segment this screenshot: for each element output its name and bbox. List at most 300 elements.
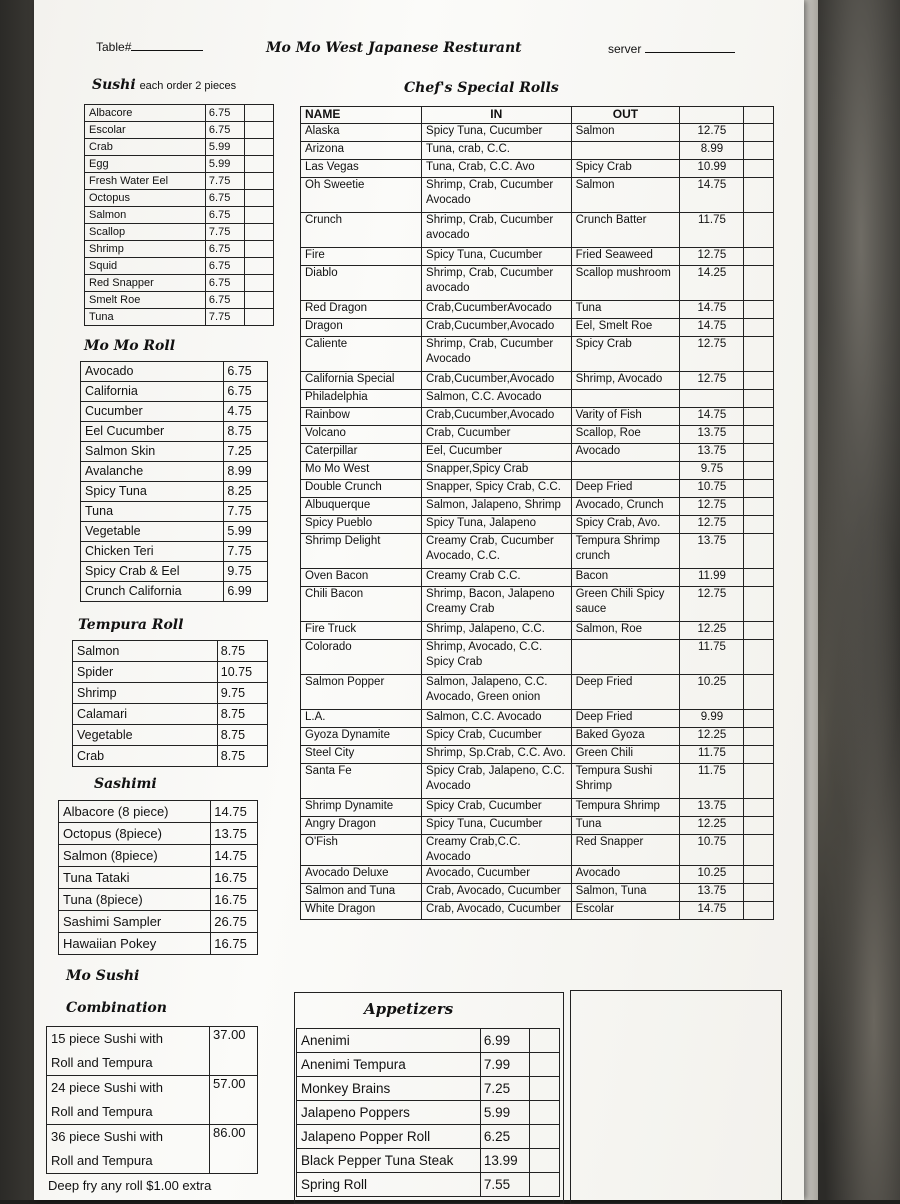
- special-price: 10.75: [680, 480, 744, 498]
- special-out: Tempura Shrimp: [571, 799, 680, 817]
- special-price: 12.75: [680, 498, 744, 516]
- combination-price: 37.00: [210, 1027, 258, 1076]
- combination-desc: [47, 1125, 210, 1174]
- special-name: Volcano: [301, 426, 422, 444]
- blank-cell: [244, 190, 273, 207]
- item-name: Jalapeno Popper Roll: [297, 1125, 481, 1149]
- menu-row: [85, 275, 274, 292]
- blank-cell: [744, 266, 774, 301]
- item-name: Egg: [85, 156, 206, 173]
- item-name: Vegetable: [81, 522, 224, 542]
- special-price: 12.25: [680, 622, 744, 640]
- blank-cell: [744, 248, 774, 266]
- item-name: Cucumber: [81, 402, 224, 422]
- combination-line2: Roll and Tempura: [51, 1104, 153, 1119]
- special-out: Salmon, Tuna: [571, 884, 680, 902]
- item-price: 6.75: [224, 382, 268, 402]
- special-out: Avocado, Crunch: [571, 498, 680, 516]
- special-row: [301, 178, 774, 213]
- special-out: Tuna: [571, 817, 680, 835]
- special-out: Green Chili: [571, 746, 680, 764]
- special-in: Shrimp, Bacon, Jalapeno Creamy Crab: [422, 587, 572, 622]
- item-price: 6.75: [224, 362, 268, 382]
- menu-row: [59, 801, 258, 823]
- item-price: 7.75: [224, 542, 268, 562]
- item-name: Spider: [73, 662, 218, 683]
- item-name: Eel Cucumber: [81, 422, 224, 442]
- blank-cell: [744, 884, 774, 902]
- special-out: Escolar: [571, 902, 680, 920]
- item-price: 6.75: [205, 122, 244, 139]
- blank-cell: [744, 444, 774, 462]
- item-name: Tuna: [85, 309, 206, 326]
- special-out: Fried Seaweed: [571, 248, 680, 266]
- special-row: [301, 444, 774, 462]
- menu-row: [73, 662, 268, 683]
- item-price: 8.75: [224, 422, 268, 442]
- item-name: Spicy Tuna: [81, 482, 224, 502]
- momo-roll-table: [80, 361, 268, 602]
- item-name: Crunch California: [81, 582, 224, 602]
- special-in: Crab, Avocado, Cucumber: [422, 902, 572, 920]
- blank-cell: [244, 122, 273, 139]
- special-row: [301, 587, 774, 622]
- menu-row: [85, 105, 274, 122]
- special-price: [680, 390, 744, 408]
- special-name: Arizona: [301, 142, 422, 160]
- item-name: California: [81, 382, 224, 402]
- blank-cell: [530, 1053, 560, 1077]
- special-name: Diablo: [301, 266, 422, 301]
- table-number-field: [96, 40, 203, 54]
- blank-cell: [744, 622, 774, 640]
- menu-row: [85, 309, 274, 326]
- special-row: [301, 266, 774, 301]
- special-name: Avocado Deluxe: [301, 866, 422, 884]
- combination-row: [47, 1125, 258, 1174]
- sushi-title: Sushi: [92, 77, 136, 93]
- combination-price: 86.00: [210, 1125, 258, 1174]
- special-out: Salmon, Roe: [571, 622, 680, 640]
- special-out: Spicy Crab: [571, 160, 680, 178]
- special-out: Salmon: [571, 124, 680, 142]
- special-in: Shrimp, Crab, Cucumber avocado: [422, 266, 572, 301]
- special-row: [301, 390, 774, 408]
- menu-row: [59, 867, 258, 889]
- item-price: 6.75: [205, 241, 244, 258]
- special-row: [301, 764, 774, 799]
- blank-cell: [744, 817, 774, 835]
- menu-row: [297, 1149, 560, 1173]
- item-name: Anenimi: [297, 1029, 481, 1053]
- item-price: 8.75: [217, 704, 267, 725]
- blank-cell: [744, 160, 774, 178]
- item-name: Crab: [85, 139, 206, 156]
- item-name: Shrimp: [73, 683, 218, 704]
- special-price: 13.75: [680, 884, 744, 902]
- item-name: Crab: [73, 746, 218, 767]
- blank-cell: [744, 587, 774, 622]
- blank-cell: [744, 480, 774, 498]
- blank-cell: [530, 1077, 560, 1101]
- blank-cell: [744, 107, 774, 124]
- menu-row: [73, 704, 268, 725]
- special-price: 12.75: [680, 337, 744, 372]
- special-price: 9.75: [680, 462, 744, 480]
- menu-row: [85, 173, 274, 190]
- blank-cell: [244, 258, 273, 275]
- deep-fry-note: Deep fry any roll $1.00 extra: [48, 1178, 212, 1193]
- combination-title-1: Mo Sushi: [66, 968, 140, 984]
- special-out: Eel, Smelt Roe: [571, 319, 680, 337]
- menu-row: [73, 683, 268, 704]
- combination-line2: Roll and Tempura: [51, 1153, 153, 1168]
- blank-cell: [744, 426, 774, 444]
- special-in: Shrimp, Avocado, C.C. Spicy Crab: [422, 640, 572, 675]
- item-name: Anenimi Tempura: [297, 1053, 481, 1077]
- item-price: 6.99: [224, 582, 268, 602]
- special-price: 14.25: [680, 266, 744, 301]
- specials-header-row: [301, 107, 774, 124]
- item-name: Salmon: [85, 207, 206, 224]
- special-name: Philadelphia: [301, 390, 422, 408]
- item-price: 9.75: [217, 683, 267, 704]
- special-out: Deep Fried: [571, 480, 680, 498]
- blank-cell: [744, 675, 774, 710]
- special-price: 12.75: [680, 248, 744, 266]
- special-in: Salmon, Jalapeno, Shrimp: [422, 498, 572, 516]
- special-out: Shrimp, Avocado: [571, 372, 680, 390]
- special-name: Alaska: [301, 124, 422, 142]
- special-in: Creamy Crab, Cucumber Avocado, C.C.: [422, 534, 572, 569]
- item-price: 7.25: [480, 1077, 529, 1101]
- blank-cell: [744, 124, 774, 142]
- special-out: [571, 142, 680, 160]
- menu-row: [81, 422, 268, 442]
- header-name: NAME: [301, 107, 422, 124]
- special-row: [301, 124, 774, 142]
- special-price: 12.75: [680, 124, 744, 142]
- blank-cell: [744, 498, 774, 516]
- special-name: Dragon: [301, 319, 422, 337]
- special-name: Las Vegas: [301, 160, 422, 178]
- special-in: Spicy Crab, Cucumber: [422, 799, 572, 817]
- item-price: 5.99: [224, 522, 268, 542]
- special-out: Red Snapper: [571, 835, 680, 866]
- special-name: Angry Dragon: [301, 817, 422, 835]
- paper-stack-edge: [804, 0, 818, 1200]
- special-in: Shrimp, Crab, Cucumber Avocado: [422, 178, 572, 213]
- special-name: O'Fish: [301, 835, 422, 866]
- menu-row: [85, 258, 274, 275]
- table-label: Table#: [96, 40, 132, 54]
- item-name: Shrimp: [85, 241, 206, 258]
- special-in: Spicy Tuna, Cucumber: [422, 817, 572, 835]
- item-price: 13.99: [480, 1149, 529, 1173]
- menu-row: [81, 442, 268, 462]
- momo-roll-title: Mo Mo Roll: [84, 338, 176, 354]
- special-name: Albuquerque: [301, 498, 422, 516]
- special-price: 14.75: [680, 178, 744, 213]
- item-name: Albacore (8 piece): [59, 801, 211, 823]
- special-in: Shrimp, Sp.Crab, C.C. Avo.: [422, 746, 572, 764]
- item-name: Smelt Roe: [85, 292, 206, 309]
- blank-cell: [744, 534, 774, 569]
- special-price: 10.99: [680, 160, 744, 178]
- special-in: Crab, Cucumber: [422, 426, 572, 444]
- item-price: 14.75: [211, 801, 258, 823]
- server-field: [608, 42, 735, 56]
- blank-cell: [744, 516, 774, 534]
- item-price: 14.75: [211, 845, 258, 867]
- special-price: 13.75: [680, 444, 744, 462]
- item-name: Chicken Teri: [81, 542, 224, 562]
- special-name: L.A.: [301, 710, 422, 728]
- menu-row: [297, 1125, 560, 1149]
- special-out: Scallop mushroom: [571, 266, 680, 301]
- item-price: 7.75: [205, 173, 244, 190]
- special-row: [301, 408, 774, 426]
- sashimi-table: [58, 800, 258, 955]
- server-label: server: [608, 42, 642, 56]
- special-name: Salmon Popper: [301, 675, 422, 710]
- special-in: Tuna, Crab, C.C. Avo: [422, 160, 572, 178]
- special-price: 14.75: [680, 408, 744, 426]
- special-out: Avocado: [571, 866, 680, 884]
- blank-cell: [244, 173, 273, 190]
- menu-row: [85, 122, 274, 139]
- special-price: 12.75: [680, 587, 744, 622]
- blank-cell: [244, 105, 273, 122]
- item-price: 5.99: [205, 139, 244, 156]
- appetizers-table: [296, 1028, 560, 1197]
- blank-cell: [744, 835, 774, 866]
- item-name: Spring Roll: [297, 1173, 481, 1197]
- item-name: Red Snapper: [85, 275, 206, 292]
- item-name: Octopus: [85, 190, 206, 207]
- special-out: Scallop, Roe: [571, 426, 680, 444]
- item-price: 13.75: [211, 823, 258, 845]
- menu-row: [73, 746, 268, 767]
- menu-row: [81, 502, 268, 522]
- special-in: Crab,Cucumber,Avocado: [422, 372, 572, 390]
- special-row: [301, 675, 774, 710]
- item-name: Salmon: [73, 641, 218, 662]
- combination-row: [47, 1027, 258, 1076]
- combination-table: [46, 1026, 258, 1174]
- sushi-heading: [92, 76, 236, 93]
- special-row: [301, 516, 774, 534]
- item-name: Albacore: [85, 105, 206, 122]
- special-in: Salmon, C.C. Avocado: [422, 390, 572, 408]
- header-out: OUT: [571, 107, 680, 124]
- menu-row: [59, 933, 258, 955]
- menu-row: [73, 725, 268, 746]
- blank-cell: [744, 569, 774, 587]
- item-price: 8.99: [224, 462, 268, 482]
- item-price: 7.99: [480, 1053, 529, 1077]
- blank-cell: [744, 764, 774, 799]
- blank-cell: [244, 139, 273, 156]
- special-price: 12.25: [680, 817, 744, 835]
- special-row: [301, 480, 774, 498]
- blank-cell: [744, 301, 774, 319]
- special-row: [301, 640, 774, 675]
- combination-price: 57.00: [210, 1076, 258, 1125]
- item-name: Salmon (8piece): [59, 845, 211, 867]
- menu-row: [81, 462, 268, 482]
- special-out: Deep Fried: [571, 675, 680, 710]
- blank-cell: [530, 1101, 560, 1125]
- item-price: 7.25: [224, 442, 268, 462]
- menu-row: [85, 224, 274, 241]
- blank-cell: [530, 1149, 560, 1173]
- item-price: 7.55: [480, 1173, 529, 1197]
- sashimi-title: Sashimi: [94, 776, 157, 792]
- special-price: 14.75: [680, 902, 744, 920]
- special-name: Mo Mo West: [301, 462, 422, 480]
- blank-cell: [744, 213, 774, 248]
- special-in: Avocado, Cucumber: [422, 866, 572, 884]
- blank-cell: [744, 902, 774, 920]
- special-price: 11.75: [680, 640, 744, 675]
- special-in: Crab,CucumberAvocado: [422, 301, 572, 319]
- tempura-roll-table: [72, 640, 268, 767]
- item-price: 6.75: [205, 105, 244, 122]
- special-price: 13.75: [680, 799, 744, 817]
- special-out: Bacon: [571, 569, 680, 587]
- special-out: Crunch Batter: [571, 213, 680, 248]
- menu-row: [73, 641, 268, 662]
- item-price: 5.99: [480, 1101, 529, 1125]
- menu-row: [297, 1077, 560, 1101]
- item-price: 10.75: [217, 662, 267, 683]
- menu-row: [297, 1029, 560, 1053]
- special-name: Caterpillar: [301, 444, 422, 462]
- special-out: Varity of Fish: [571, 408, 680, 426]
- special-out: [571, 390, 680, 408]
- special-in: Shrimp, Crab, Cucumber Avocado: [422, 337, 572, 372]
- menu-row: [59, 889, 258, 911]
- special-row: [301, 160, 774, 178]
- special-name: Santa Fe: [301, 764, 422, 799]
- special-out: Tempura Sushi Shrimp: [571, 764, 680, 799]
- blank-cell: [744, 746, 774, 764]
- blank-cell: [744, 640, 774, 675]
- special-in: Spicy Tuna, Cucumber: [422, 248, 572, 266]
- special-in: Spicy Tuna, Jalapeno: [422, 516, 572, 534]
- item-price: 7.75: [205, 309, 244, 326]
- special-out: Tuna: [571, 301, 680, 319]
- special-price: 13.75: [680, 426, 744, 444]
- menu-row: [81, 522, 268, 542]
- special-in: Snapper, Spicy Crab, C.C.: [422, 480, 572, 498]
- special-name: White Dragon: [301, 902, 422, 920]
- special-row: [301, 301, 774, 319]
- item-price: 6.75: [205, 190, 244, 207]
- combination-line1: 36 piece Sushi with: [51, 1129, 164, 1144]
- special-row: [301, 534, 774, 569]
- header-price: [680, 107, 744, 124]
- special-price: 13.75: [680, 534, 744, 569]
- item-name: Spicy Crab & Eel: [81, 562, 224, 582]
- special-name: Fire Truck: [301, 622, 422, 640]
- special-row: [301, 372, 774, 390]
- special-in: Shrimp, Jalapeno, C.C.: [422, 622, 572, 640]
- special-in: Salmon, C.C. Avocado: [422, 710, 572, 728]
- special-name: Gyoza Dynamite: [301, 728, 422, 746]
- item-price: 8.75: [217, 746, 267, 767]
- item-price: 16.75: [211, 867, 258, 889]
- item-name: Squid: [85, 258, 206, 275]
- special-row: [301, 498, 774, 516]
- special-name: Fire: [301, 248, 422, 266]
- item-name: Avalanche: [81, 462, 224, 482]
- item-name: Octopus (8piece): [59, 823, 211, 845]
- special-in: Salmon, Jalapeno, C.C. Avocado, Green onion: [422, 675, 572, 710]
- item-price: 6.99: [480, 1029, 529, 1053]
- item-price: 16.75: [211, 933, 258, 955]
- combination-line2: Roll and Tempura: [51, 1055, 153, 1070]
- sushi-subtitle: each order 2 pieces: [139, 80, 237, 92]
- special-out: [571, 640, 680, 675]
- special-row: [301, 728, 774, 746]
- special-price: 12.25: [680, 728, 744, 746]
- restaurant-name: Mo Mo West Japanese Resturant: [266, 40, 522, 56]
- special-name: Steel City: [301, 746, 422, 764]
- blank-cell: [244, 224, 273, 241]
- combination-line1: 24 piece Sushi with: [51, 1080, 164, 1095]
- special-name: Rainbow: [301, 408, 422, 426]
- menu-row: [81, 402, 268, 422]
- item-name: Tuna (8piece): [59, 889, 211, 911]
- item-name: Vegetable: [73, 725, 218, 746]
- combination-desc: [47, 1076, 210, 1125]
- blank-cell: [530, 1125, 560, 1149]
- special-row: [301, 142, 774, 160]
- special-out: Tempura Shrimp crunch: [571, 534, 680, 569]
- item-price: 9.75: [224, 562, 268, 582]
- special-row: [301, 213, 774, 248]
- special-out: Avocado: [571, 444, 680, 462]
- item-price: 6.75: [205, 292, 244, 309]
- item-price: 8.75: [217, 641, 267, 662]
- special-row: [301, 319, 774, 337]
- item-name: Escolar: [85, 122, 206, 139]
- menu-row: [85, 207, 274, 224]
- special-name: Oven Bacon: [301, 569, 422, 587]
- special-price: 11.99: [680, 569, 744, 587]
- special-price: 8.99: [680, 142, 744, 160]
- special-out: [571, 462, 680, 480]
- special-name: Shrimp Dynamite: [301, 799, 422, 817]
- special-in: Spicy Tuna, Cucumber: [422, 124, 572, 142]
- blank-cell: [744, 710, 774, 728]
- tempura-roll-title: Tempura Roll: [78, 617, 184, 633]
- special-out: Spicy Crab: [571, 337, 680, 372]
- menu-row: [81, 482, 268, 502]
- special-name: Chili Bacon: [301, 587, 422, 622]
- menu-row: [85, 292, 274, 309]
- blank-cell: [530, 1173, 560, 1197]
- appetizers-title: Appetizers: [364, 1000, 454, 1018]
- item-price: 6.25: [480, 1125, 529, 1149]
- special-name: Colorado: [301, 640, 422, 675]
- special-name: Spicy Pueblo: [301, 516, 422, 534]
- blank-cell: [744, 178, 774, 213]
- special-out: Green Chili Spicy sauce: [571, 587, 680, 622]
- menu-row: [85, 190, 274, 207]
